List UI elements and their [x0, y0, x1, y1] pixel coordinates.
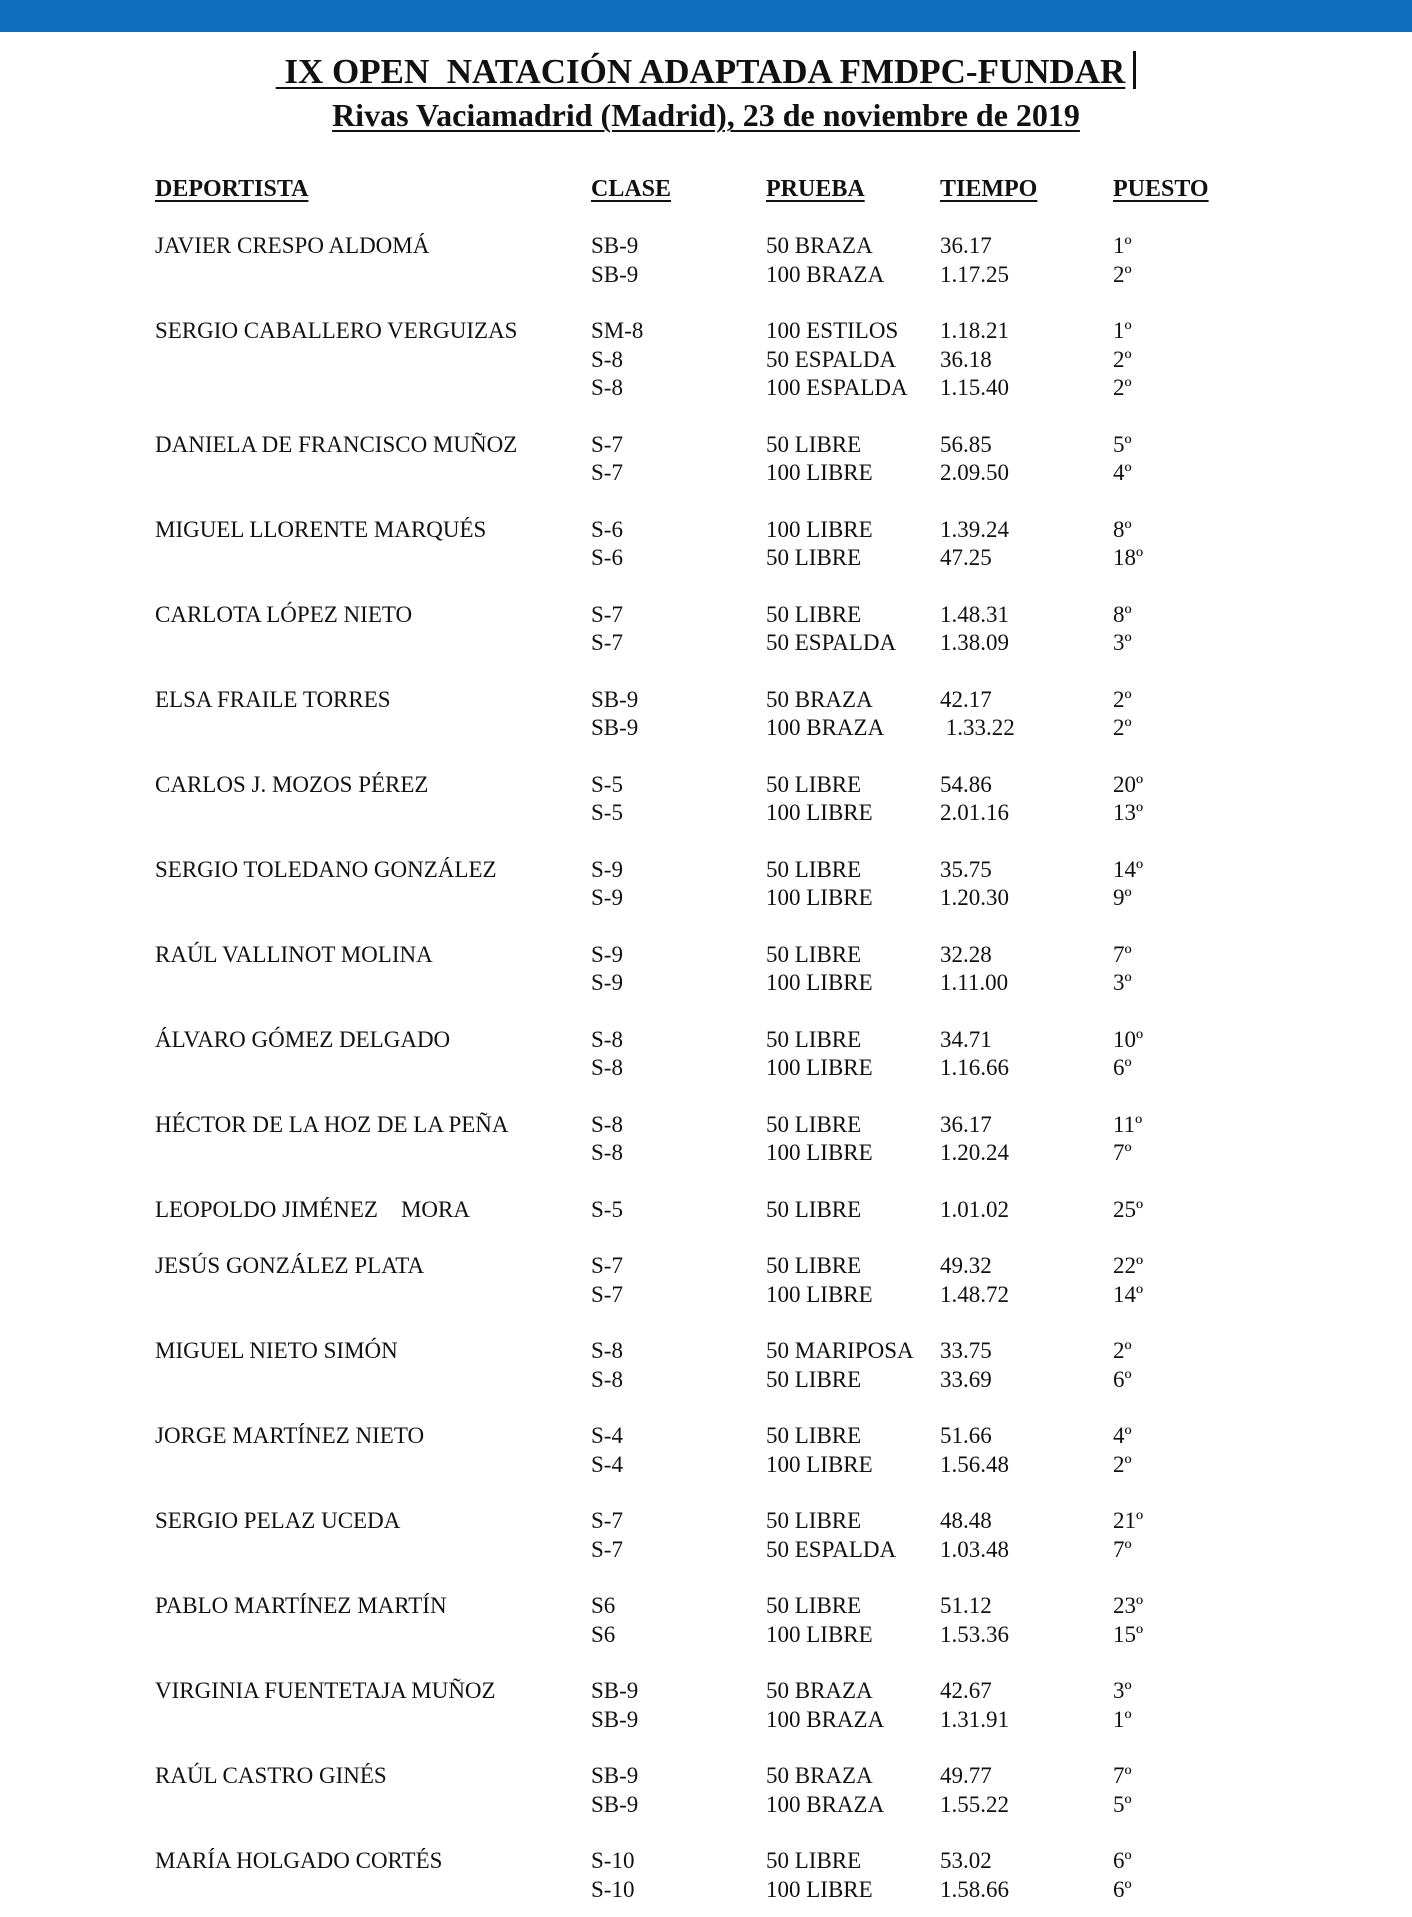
result-class: SB-9: [591, 686, 639, 712]
athlete-name: ÁLVARO GÓMEZ DELGADO: [155, 1026, 451, 1052]
result-place: 2º: [1113, 1451, 1132, 1477]
result-time: 1.01.02: [940, 1196, 1009, 1222]
result-event: 50 LIBRE: [766, 601, 862, 627]
result-time: 1.16.66: [940, 1055, 1009, 1080]
result-time: 36.18: [940, 346, 992, 372]
result-event: 100 BRAZA: [766, 715, 885, 740]
result-place: 4º: [1113, 460, 1132, 485]
result-class: SB-9: [591, 1791, 639, 1817]
result-event: 50 LIBRE: [766, 1366, 862, 1392]
result-place: 2º: [1113, 686, 1132, 712]
result-place: 2º: [1113, 1338, 1132, 1363]
title-line-2: Rivas Vaciamadrid (Madrid), 23 de noviembre de 2019: [332, 97, 1080, 133]
result-place: 5º: [1113, 1791, 1132, 1817]
result-class: S-9: [591, 941, 623, 967]
result-event: 50 MARIPOSA: [766, 1338, 914, 1363]
result-time: 51.12: [940, 1593, 992, 1618]
result-time: 33.69: [940, 1366, 992, 1392]
result-time: 1.20.30: [940, 885, 1009, 910]
result-class: S-7: [591, 1281, 623, 1307]
result-event: 100 BRAZA: [766, 261, 885, 287]
result-place: 5º: [1113, 431, 1132, 457]
athlete-name: JORGE MARTÍNEZ NIETO: [155, 1423, 425, 1448]
result-event: 50 LIBRE: [766, 941, 862, 967]
result-class: S-7: [591, 460, 623, 485]
result-time: 1.18.21: [940, 318, 1009, 343]
result-class: S-7: [591, 1536, 623, 1562]
header-class: CLASE: [591, 176, 672, 202]
athlete-name: ELSA FRAILE TORRES: [155, 686, 391, 712]
result-place: 25º: [1113, 1196, 1144, 1222]
result-event: 100 LIBRE: [766, 1055, 873, 1080]
result-time: 54.86: [940, 771, 992, 797]
result-place: 14º: [1113, 1281, 1144, 1307]
result-class: S-7: [591, 601, 623, 627]
athlete-name: JAVIER CRESPO ALDOMÁ: [155, 233, 430, 258]
result-class: SM-8: [591, 318, 644, 343]
result-event: 50 LIBRE: [766, 856, 862, 882]
result-place: 7º: [1113, 1536, 1132, 1562]
result-time: 36.17: [940, 233, 992, 258]
result-event: 100 LIBRE: [766, 970, 873, 995]
result-place: 7º: [1113, 1140, 1132, 1165]
result-time: 1.53.36: [940, 1621, 1009, 1647]
result-time: 2.09.50: [940, 460, 1009, 485]
result-class: S-4: [591, 1423, 623, 1448]
result-place: 22º: [1113, 1253, 1144, 1278]
result-event: 50 LIBRE: [766, 1593, 862, 1618]
result-time: 1.20.24: [940, 1140, 1009, 1165]
title-line-1: IX OPEN NATACIÓN ADAPTADA FMDPC-FUNDAR: [275, 52, 1126, 91]
athlete-name: RAÚL CASTRO GINÉS: [155, 1763, 387, 1788]
result-event: 50 LIBRE: [766, 1848, 862, 1873]
result-event: 50 ESPALDA: [766, 346, 897, 372]
result-place: 8º: [1113, 516, 1132, 542]
result-place: 7º: [1113, 1763, 1132, 1788]
result-time: 1.48.31: [940, 601, 1009, 627]
result-place: 18º: [1113, 545, 1144, 570]
result-place: 6º: [1113, 1876, 1132, 1902]
result-class: S-9: [591, 856, 623, 882]
result-event: 50 ESPALDA: [766, 1536, 897, 1562]
header-time: TIEMPO: [940, 176, 1038, 202]
result-class: S-8: [591, 1140, 623, 1165]
result-event: 100 LIBRE: [766, 516, 873, 542]
result-class: S-8: [591, 1055, 623, 1080]
result-place: 3º: [1113, 970, 1132, 995]
result-class: SB-9: [591, 1763, 639, 1788]
athlete-name: SERGIO TOLEDANO GONZÁLEZ: [155, 856, 497, 882]
result-class: S-10: [591, 1876, 635, 1902]
result-class: S-8: [591, 1026, 623, 1052]
result-time: 49.77: [940, 1763, 992, 1788]
result-time: 47.25: [940, 545, 992, 570]
result-place: 13º: [1113, 800, 1144, 825]
result-time: 1.33.22: [940, 715, 1015, 740]
result-place: 11º: [1113, 1111, 1143, 1137]
header-event: PRUEBA: [766, 176, 865, 202]
result-event: 100 LIBRE: [766, 1140, 873, 1165]
result-place: 7º: [1113, 941, 1132, 967]
result-place: 20º: [1113, 771, 1144, 797]
result-place: 6º: [1113, 1366, 1132, 1392]
result-event: 50 LIBRE: [766, 1253, 862, 1278]
result-event: 50 LIBRE: [766, 1111, 862, 1137]
result-class: S-9: [591, 885, 623, 910]
result-time: 36.17: [940, 1111, 992, 1137]
result-event: 50 BRAZA: [766, 686, 873, 712]
result-time: 1.58.66: [940, 1876, 1009, 1902]
result-event: 100 LIBRE: [766, 1281, 873, 1307]
result-class: S-8: [591, 346, 623, 372]
result-class: S-7: [591, 1253, 623, 1278]
result-time: 34.71: [940, 1026, 992, 1052]
result-place: 9º: [1113, 885, 1132, 910]
header-athlete: DEPORTISTA: [155, 176, 309, 202]
result-event: 100 LIBRE: [766, 460, 873, 485]
result-time: 1.15.40: [940, 375, 1009, 400]
result-class: S-8: [591, 1111, 623, 1137]
result-time: 35.75: [940, 856, 992, 882]
result-place: 6º: [1113, 1848, 1132, 1873]
result-place: 3º: [1113, 1678, 1132, 1703]
result-place: 1º: [1113, 1706, 1132, 1732]
result-event: 50 LIBRE: [766, 1423, 862, 1448]
athlete-name: MIGUEL NIETO SIMÓN: [155, 1338, 398, 1363]
result-class: S-8: [591, 1366, 623, 1392]
result-time: 42.17: [940, 686, 992, 712]
result-event: 100 LIBRE: [766, 885, 873, 910]
result-event: 50 LIBRE: [766, 1508, 862, 1533]
result-time: 1.11.00: [940, 970, 1009, 995]
result-class: SB-9: [591, 261, 639, 287]
result-time: 51.66: [940, 1423, 992, 1448]
result-event: 50 ESPALDA: [766, 630, 897, 655]
result-class: S-4: [591, 1451, 623, 1477]
result-time: 56.85: [940, 431, 992, 457]
result-event: 50 BRAZA: [766, 233, 873, 258]
result-class: S-7: [591, 1508, 623, 1533]
result-time: 32.28: [940, 941, 992, 967]
result-time: 1.03.48: [940, 1536, 1009, 1562]
result-time: 42.67: [940, 1678, 992, 1703]
result-class: S-7: [591, 630, 623, 655]
result-time: 1.56.48: [940, 1451, 1009, 1477]
result-class: S-10: [591, 1848, 635, 1873]
result-place: 15º: [1113, 1621, 1144, 1647]
result-class: SB-9: [591, 715, 639, 740]
header-place: PUESTO: [1113, 176, 1209, 202]
result-event: 100 BRAZA: [766, 1791, 885, 1817]
result-event: 100 LIBRE: [766, 800, 873, 825]
result-time: 1.39.24: [940, 516, 1009, 542]
result-place: 14º: [1113, 856, 1144, 882]
athlete-name: SERGIO CABALLERO VERGUIZAS: [155, 318, 518, 343]
result-event: 100 BRAZA: [766, 1706, 885, 1732]
result-class: S-8: [591, 375, 623, 400]
result-event: 50 LIBRE: [766, 431, 862, 457]
result-event: 100 LIBRE: [766, 1876, 873, 1902]
result-place: 4º: [1113, 1423, 1132, 1448]
result-class: S-5: [591, 800, 623, 825]
result-event: 50 LIBRE: [766, 545, 862, 570]
result-event: 50 LIBRE: [766, 1026, 862, 1052]
result-event: 50 BRAZA: [766, 1763, 873, 1788]
result-class: S-7: [591, 431, 623, 457]
result-place: 21º: [1113, 1508, 1144, 1533]
result-time: 48.48: [940, 1508, 992, 1533]
athlete-name: RAÚL VALLINOT MOLINA: [155, 941, 433, 967]
result-time: 33.75: [940, 1338, 992, 1363]
athlete-name: SERGIO PELAZ UCEDA: [155, 1508, 401, 1533]
result-class: S-5: [591, 771, 623, 797]
result-class: SB-9: [591, 1706, 639, 1732]
result-time: 1.31.91: [940, 1706, 1009, 1732]
result-time: 1.55.22: [940, 1791, 1009, 1817]
result-time: 53.02: [940, 1848, 992, 1873]
athlete-name: HÉCTOR DE LA HOZ DE LA PEÑA: [155, 1111, 509, 1137]
result-event: 50 LIBRE: [766, 771, 862, 797]
result-event: 100 LIBRE: [766, 1451, 873, 1477]
result-event: 50 LIBRE: [766, 1196, 862, 1222]
athlete-name: MIGUEL LLORENTE MARQUÉS: [155, 516, 487, 542]
result-time: 49.32: [940, 1253, 992, 1278]
result-place: 1º: [1113, 233, 1132, 258]
result-class: S-9: [591, 970, 623, 995]
result-class: SB-9: [591, 1678, 639, 1703]
result-event: 100 LIBRE: [766, 1621, 873, 1647]
result-place: 2º: [1113, 261, 1132, 287]
result-class: SB-9: [591, 233, 639, 258]
athlete-name: CARLOS J. MOZOS PÉREZ: [155, 771, 429, 797]
result-place: 10º: [1113, 1026, 1144, 1052]
athlete-name: MARÍA HOLGADO CORTÉS: [155, 1848, 443, 1873]
athlete-name: DANIELA DE FRANCISCO MUÑOZ: [155, 431, 518, 457]
result-place: 3º: [1113, 630, 1132, 655]
athlete-name: PABLO MARTÍNEZ MARTÍN: [155, 1593, 447, 1618]
result-class: S-8: [591, 1338, 623, 1363]
result-time: 1.48.72: [940, 1281, 1009, 1307]
result-time: 1.17.25: [940, 261, 1009, 287]
result-place: 6º: [1113, 1055, 1132, 1080]
result-time: 2.01.16: [940, 800, 1009, 825]
result-place: 8º: [1113, 601, 1132, 627]
result-place: 2º: [1113, 346, 1132, 372]
athlete-name: JESÚS GONZÁLEZ PLATA: [155, 1253, 425, 1278]
result-class: S6: [591, 1621, 616, 1647]
result-event: 100 ESPALDA: [766, 375, 908, 400]
result-class: S-6: [591, 516, 623, 542]
result-time: 1.38.09: [940, 630, 1009, 655]
result-class: S-5: [591, 1196, 623, 1222]
result-place: 23º: [1113, 1593, 1144, 1618]
result-place: 2º: [1113, 715, 1132, 740]
result-event: 50 BRAZA: [766, 1678, 873, 1703]
athlete-name: CARLOTA LÓPEZ NIETO: [155, 601, 413, 627]
result-event: 100 ESTILOS: [766, 318, 899, 343]
result-place: 1º: [1113, 318, 1132, 343]
athlete-name: VIRGINIA FUENTETAJA MUÑOZ: [155, 1678, 496, 1703]
athlete-name: LEOPOLDO JIMÉNEZ MORA: [155, 1196, 470, 1222]
result-class: S6: [591, 1593, 616, 1618]
result-class: S-6: [591, 545, 623, 570]
result-place: 2º: [1113, 375, 1132, 400]
